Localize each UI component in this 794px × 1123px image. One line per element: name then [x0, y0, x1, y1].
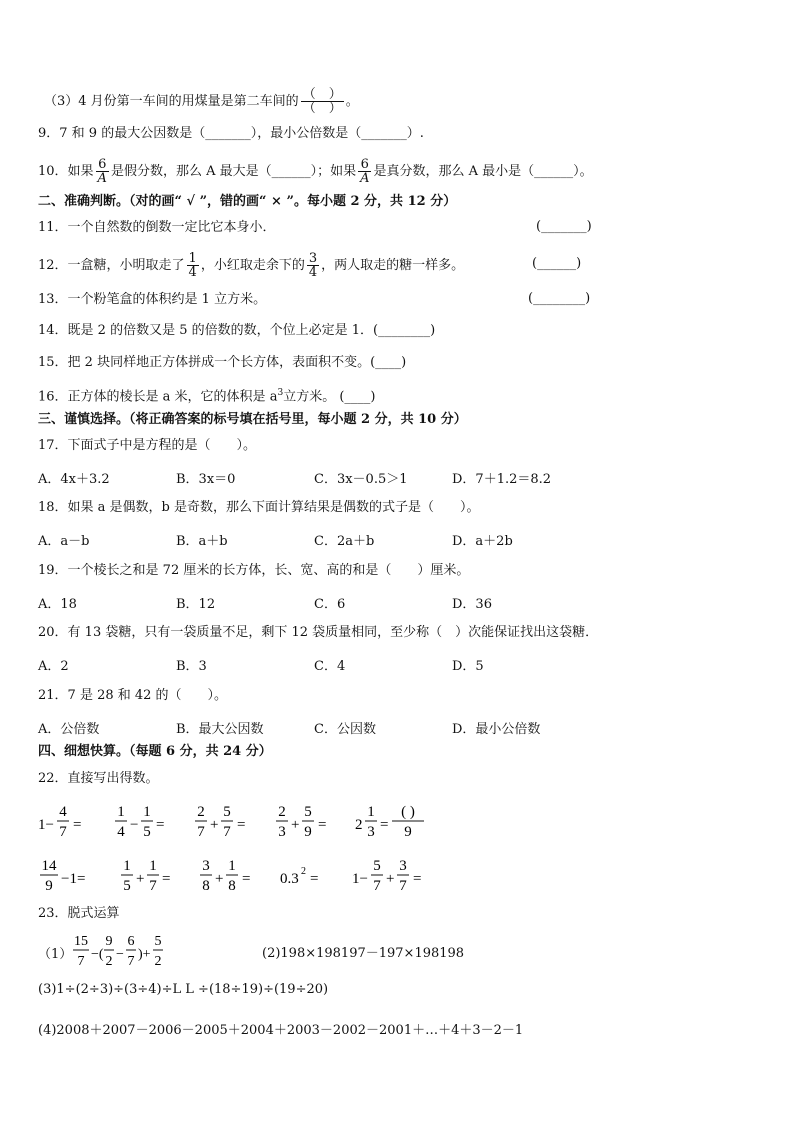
svg-text:−: −: [116, 947, 124, 962]
q10: [38, 158, 593, 185]
svg-text:3: 3: [399, 858, 407, 874]
svg-text:=: =: [237, 817, 246, 833]
fraction-numerator: 1: [188, 251, 197, 266]
q23: 23．脱式运算: [38, 906, 120, 921]
q22-expr-4: [276, 804, 326, 840]
q14: 14．既是 2 的倍数又是 5 的倍数的数，个位上必定是 1．(________): [38, 323, 436, 338]
svg-text:7: 7: [149, 878, 157, 894]
q12-part-b: ，小红取走余下的: [200, 258, 305, 273]
svg-text:=: =: [242, 871, 251, 887]
svg-text:5: 5: [154, 934, 162, 949]
svg-text:5: 5: [223, 804, 231, 820]
svg-text:+: +: [210, 817, 219, 833]
svg-text:1: 1: [149, 858, 157, 874]
q9: 9．7 和 9 的最大公因数是（_______），最小公倍数是（_______）.: [38, 126, 424, 141]
q16: [38, 384, 375, 406]
q15: 15．把 2 块同样地正方体拼成一个长方体，表面积不变。(____): [38, 355, 407, 370]
svg-text:2: 2: [278, 804, 286, 820]
q12-fraction-1: [187, 252, 199, 279]
q21-option-c: C．公因数: [314, 722, 376, 737]
svg-text:+: +: [215, 871, 224, 887]
svg-text:15: 15: [74, 934, 88, 949]
svg-text:−(: −(: [91, 947, 104, 962]
q21-option-d: D．最小公倍数: [452, 722, 541, 737]
svg-text:1−: 1−: [38, 817, 54, 833]
q11-answer-paren: (_______): [536, 219, 592, 234]
fraction-numerator: 6: [358, 158, 371, 172]
q18: 18．如果 a 是偶数，b 是奇数，那么下面计算结果是偶数的式子是（ ）。: [38, 500, 480, 515]
svg-text:( ): ( ): [401, 804, 415, 820]
svg-text:1−: 1−: [352, 871, 368, 887]
svg-text:2: 2: [105, 954, 113, 969]
svg-text:7: 7: [197, 824, 205, 840]
q8-3-fraction: [301, 88, 344, 115]
q10-fraction-1: [96, 158, 109, 185]
fraction-numerator: 6: [96, 158, 109, 172]
svg-text:7: 7: [223, 824, 231, 840]
q21-option-a: A．公倍数: [38, 722, 100, 737]
svg-text:2: 2: [154, 954, 162, 969]
q23-part-3: (3)1÷(2÷3)÷(3÷4)÷L L ÷(18÷19)÷(19÷20): [38, 982, 329, 997]
q18-option-c: C．2a＋b: [314, 534, 375, 549]
q22-row-1: [30, 798, 490, 850]
q16-part-a: 16．正方体的棱长是 a 米，它的体积是 a: [38, 389, 278, 405]
svg-text:=: =: [156, 817, 165, 833]
q12: [38, 252, 464, 279]
q22-expr-1: [38, 804, 81, 840]
q22-expr-9: [280, 866, 318, 887]
svg-text:8: 8: [202, 878, 210, 894]
q22-expr-7: [121, 858, 170, 894]
q17: 17．下面式子中是方程的是（ ）。: [38, 438, 257, 453]
svg-text:=: =: [318, 817, 327, 833]
fraction-denominator: 4: [188, 265, 197, 280]
fraction-numerator: （ ）: [302, 87, 342, 102]
q19-option-d: D．36: [452, 597, 492, 612]
q23-part-2: (2)198×198197－197×198198: [262, 946, 465, 961]
svg-text:2: 2: [197, 804, 205, 820]
q20-option-d: D．5: [452, 659, 484, 674]
q13-answer-paren: (________): [528, 291, 591, 306]
q10-part-c: 是真分数，那么 A 最小是（______）。: [373, 164, 593, 179]
svg-text:5: 5: [123, 878, 131, 894]
q23-part-1-expression: [70, 930, 180, 974]
svg-text:0.3: 0.3: [280, 871, 299, 887]
svg-text:9: 9: [404, 824, 412, 840]
svg-text:7: 7: [399, 878, 407, 894]
svg-text:5: 5: [373, 858, 381, 874]
fraction-denominator: A: [97, 171, 107, 186]
section-4-title: 四、细想快算。（每题 6 分，共 24 分）: [38, 744, 272, 759]
svg-text:1: 1: [123, 858, 131, 874]
q13: 13．一个粉笔盒的体积约是 1 立方米。: [38, 292, 267, 307]
q22-expr-8: [200, 858, 250, 894]
svg-text:=: =: [413, 871, 422, 887]
q22: 22．直接写出得数。: [38, 771, 159, 786]
svg-text:6: 6: [127, 934, 135, 949]
svg-text:7: 7: [59, 824, 67, 840]
svg-text:1: 1: [117, 804, 125, 820]
svg-text:9: 9: [105, 934, 113, 949]
q11: 11．一个自然数的倒数一定比它本身小．: [38, 220, 276, 235]
exponent: 3: [277, 388, 284, 398]
svg-text:4: 4: [59, 804, 67, 820]
q18-option-d: D．a＋2b: [452, 534, 513, 549]
svg-text:3: 3: [202, 858, 210, 874]
svg-text:9: 9: [304, 824, 312, 840]
svg-text:2: 2: [355, 817, 363, 833]
q17-option-c: C．3x－0.5＞1: [314, 472, 408, 487]
svg-text:7: 7: [373, 878, 381, 894]
q22-row-2: [30, 852, 490, 904]
svg-text:+: +: [136, 871, 145, 887]
q21: 21．7 是 28 和 42 的（ ）。: [38, 688, 228, 703]
q17-option-d: D．7＋1.2＝8.2: [452, 472, 552, 487]
svg-text:5: 5: [304, 804, 312, 820]
q19: 19．一个棱长之和是 72 厘米的长方体，长、宽、高的和是（ ）厘米。: [38, 563, 470, 578]
q16-part-b: 立方米。 (____): [283, 389, 376, 405]
svg-text:−: −: [130, 817, 139, 833]
svg-text:=: =: [310, 871, 319, 887]
q20-option-b: B．3: [176, 659, 207, 674]
q10-fraction-2: [358, 158, 371, 185]
q19-option-b: B．12: [176, 597, 216, 612]
svg-text:7: 7: [77, 954, 85, 969]
q22-expr-6: [40, 858, 85, 894]
svg-text:=: =: [162, 871, 171, 887]
q17-option-a: A．4x＋3.2: [38, 472, 110, 487]
q8-3: [44, 88, 359, 115]
q8-3-suffix: 。: [345, 94, 359, 109]
svg-text:5: 5: [143, 824, 151, 840]
q20-option-a: A．2: [38, 659, 69, 674]
q12-answer-paren: (______): [532, 256, 582, 271]
svg-text:=: =: [73, 817, 82, 833]
svg-text:−1=: −1=: [61, 871, 86, 887]
q12-part-c: ，两人取走的糖一样多。: [321, 258, 465, 273]
q19-option-a: A．18: [38, 597, 77, 612]
q17-option-b: B．3x＝0: [176, 472, 236, 487]
svg-text:+: +: [386, 871, 395, 887]
svg-text:14: 14: [41, 858, 57, 874]
q19-option-c: C．6: [314, 597, 346, 612]
q22-expr-2: [115, 804, 164, 840]
svg-text:3: 3: [367, 824, 375, 840]
svg-text:1: 1: [143, 804, 151, 820]
q21-option-b: B．最大公因数: [176, 722, 264, 737]
svg-text:1: 1: [367, 804, 375, 820]
svg-text:=: =: [380, 817, 389, 833]
svg-text:9: 9: [45, 878, 53, 894]
section-3-title: 三、谨慎选择。（将正确答案的标号填在括号里，每小题 2 分，共 10 分）: [38, 412, 467, 427]
svg-text:)+: )+: [138, 947, 151, 962]
q20-option-c: C．4: [314, 659, 346, 674]
svg-text:4: 4: [117, 824, 125, 840]
q22-expr-3: [195, 804, 245, 840]
q18-option-b: B．a＋b: [176, 534, 228, 549]
q10-part-a: 10．如果: [38, 164, 94, 179]
fraction-numerator: 3: [308, 251, 318, 266]
svg-text:+: +: [291, 817, 300, 833]
svg-text:8: 8: [228, 878, 236, 894]
q22-expr-5: [355, 804, 424, 840]
q8-3-prefix: （3）4 月份第一车间的用煤量是第二车间的: [44, 94, 299, 109]
q23-part-1-label: （1）: [38, 947, 73, 962]
fraction-denominator: A: [360, 171, 370, 186]
q20: 20．有 13 袋糖，只有一袋质量不足，剩下 12 袋质量相同，至少称（ ）次能保证找出这袋糖．: [38, 625, 599, 640]
svg-text:1: 1: [228, 858, 236, 874]
q18-option-a: A．a－b: [38, 534, 90, 549]
q12-part-a: 12．一盒糖，小明取走了: [38, 258, 185, 273]
fraction-denominator: （ ）: [302, 101, 342, 116]
fraction-denominator: 4: [308, 265, 318, 280]
svg-text:2: 2: [301, 866, 306, 877]
section-2-title: 二、准确判断。（对的画“ √ ”，错的画“ × ”。每小题 2 分，共 12 分）: [38, 194, 457, 209]
q10-part-b: 是假分数，那么 A 最大是（______）；如果: [110, 164, 357, 179]
q12-fraction-2: [307, 252, 319, 279]
q23-part-4: (4)2008＋2007－2006－2005＋2004＋2003－2002－2001＋…＋4＋3－2－1: [38, 1023, 524, 1038]
svg-text:7: 7: [127, 954, 135, 969]
svg-text:3: 3: [278, 824, 286, 840]
q22-expr-10: [352, 858, 421, 894]
